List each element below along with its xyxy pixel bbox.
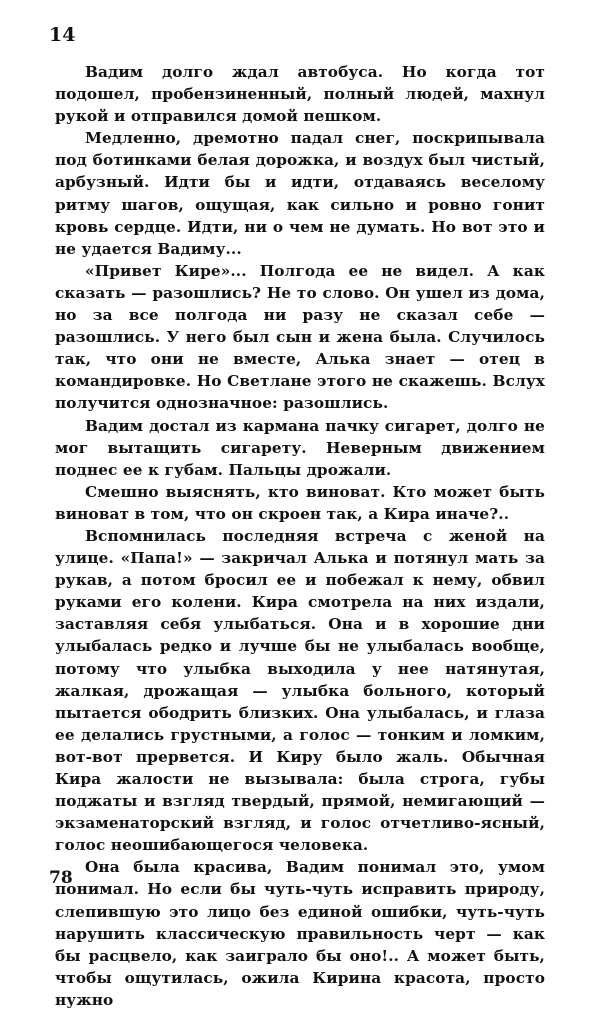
corner-page-number: 14 (49, 24, 76, 46)
paragraph: Она была красива, Вадим понимал это, умом понимал. Но если бы чуть-чуть исправить природу, слепившую это лицо без единой ошибки, чуть-чуть нарушить классическую правильность черт — как бы расцвело, как заиграло бы оно!.. А может быть, чтобы ощутилась, ожила Кирина красота, просто нужно (55, 858, 545, 1009)
paragraph: Медленно, дремотно падал снег, поскрипывала под ботинками белая дорожка, и воздух был чистый, арбузный. Идти бы и идти, отдаваясь веселому ритму шагов, ощущая, как сильно и ровно гонит кровь сердце. Идти, ни о чем не думать. Но вот это и не удается Вадиму... (55, 129, 545, 258)
paragraph: «Привет Кире»... Полгода ее не видел. А как сказать — разошлись? Не то слово. Он ушел из дома, но за все полгода ни разу не сказал себе — разошлись. У него был сын и жена была. Случилось так, что они не вместе, Алька знает — отец в командировке. Но Светлане этого не скажешь. Вслух получится однозначное: разошлись. (55, 261, 545, 413)
paragraph: Вадим достал из кармана пачку сигарет, долго не мог вытащить сигарету. Неверным движением поднес ее к губам. Пальцы дрожали. (55, 416, 545, 479)
paragraph: Смешно выяснять, кто виноват. Кто может быть виноват в том, что он скроен так, а Кира иначе?.. (55, 482, 545, 523)
paragraph: Вадим долго ждал автобуса. Но когда тот подошел, пробензиненный, полный людей, махнул рукой и отправился домой пешком. (55, 63, 545, 126)
body-text (55, 61, 545, 1011)
paragraph: Вспомнилась последняя встреча с женой на улице. «Папа!» — закричал Алька и потянул мать за рукав, а потом бросил ее и побежал к нему, обвил руками его колени. Кира смотрела на них издали, заставляя себя улыбаться. Она и в хорошие дни улыбалась редко и лучше бы не улыбалась вообще, потому что улыбка выходила у нее натянутая, жалкая, дрожащая — улыбка больного, который пытается ободрить близких. Она улыбалась, и глаза ее делались грустными, а голос — тонким и ломким, вот-вот прервется. И Киру было жаль. Обычная Кира жалости не вызывала: была строга, губы поджаты и взгляд твердый, прямой, немигающий — экзаменаторский взгляд, и голос отчетливо-ясный, голос неошибающегося человека. (55, 526, 545, 855)
page-folio-number: 78 (49, 868, 73, 888)
